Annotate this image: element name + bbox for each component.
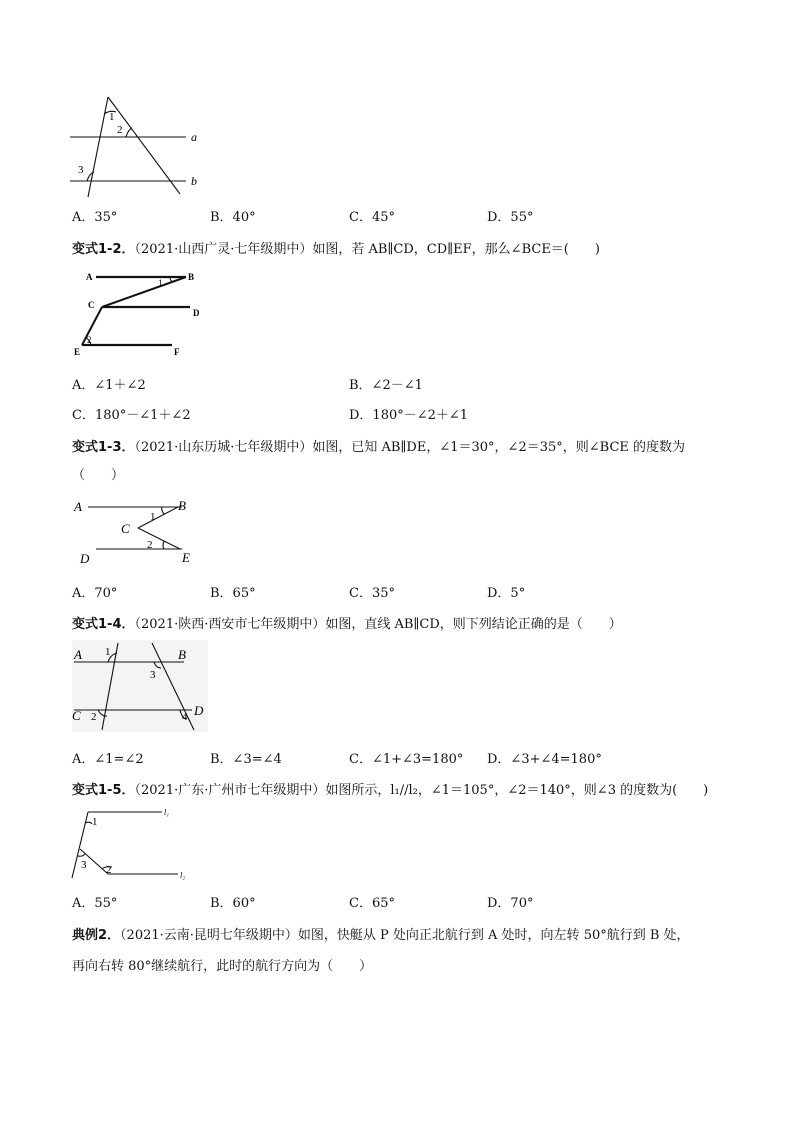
question-number: 变式1-4． (72, 617, 135, 632)
example-2 (72, 924, 690, 943)
point-d-label: D (193, 308, 200, 318)
angle-2-label: 2 (106, 864, 112, 876)
point-a-label: A (74, 647, 82, 662)
figure-1-5 (70, 806, 210, 886)
question-1-2 (72, 238, 600, 257)
question-stem: （2021·山东历城·七年级期中）如图，已知 AB∥DE，∠1＝30°，∠2＝35°，则∠BCE 的度数为 (134, 440, 686, 455)
figure-1-parallel-lines (68, 92, 208, 202)
option-b[interactable]: B．40° (210, 210, 256, 225)
example-stem: （2021·云南·昆明七年级期中）如图，快艇从 P 处向正北航行到 A 处时，向左转 50°航行到 B 处， (120, 928, 690, 943)
figure-1-3 (74, 496, 214, 568)
question-number: 变式1-2． (72, 242, 135, 257)
line-b-label: b (191, 174, 197, 188)
figure-1-4 (72, 640, 212, 735)
angle-1-label: 1 (150, 511, 156, 523)
figure-1-2 (74, 268, 214, 358)
option-a[interactable]: A．∠1＋∠2 (72, 378, 146, 393)
angle-4-label: 4 (182, 711, 188, 723)
point-d-label: D (194, 703, 204, 718)
option-a[interactable]: A．55° (72, 896, 118, 911)
angle-3-label: 3 (81, 859, 87, 871)
question-number: 变式1-3． (72, 440, 135, 455)
option-a[interactable]: A．∠1=∠2 (72, 752, 144, 767)
question-1-5 (72, 779, 708, 798)
question-stem: （2021·广东·广州市七年级期中）如图所示，l₁//l₂，∠1＝105°，∠2＝140°，则∠3 的度数为( ) (134, 783, 709, 798)
option-a[interactable]: A．70° (72, 586, 118, 601)
angle-2-label: 2 (87, 335, 92, 345)
point-c-label: C (88, 300, 95, 310)
option-c[interactable]: C．180°－∠1＋∠2 (72, 408, 191, 423)
option-c[interactable]: C．65° (349, 896, 395, 911)
angle-1-label: 1 (109, 111, 115, 123)
option-d[interactable]: D．5° (487, 586, 526, 601)
option-b[interactable]: B．65° (210, 586, 256, 601)
point-e-label: E (182, 550, 190, 565)
option-d[interactable]: D．70° (487, 896, 534, 911)
point-b-label: B (188, 272, 195, 282)
question-stem: （2021·山西广灵·七年级期中）如图，若 AB∥CD，CD∥EF，那么∠BCE＝( ) (134, 242, 600, 257)
option-c[interactable]: C．∠1+∠3=180° (349, 752, 464, 767)
question-1-4 (72, 613, 622, 632)
angle-3-label: 3 (78, 164, 84, 176)
line-l2-label: l₂ (180, 871, 186, 880)
option-a[interactable]: A．35° (72, 210, 118, 225)
point-b-label: B (178, 498, 186, 513)
option-b[interactable]: B．∠2－∠1 (349, 378, 423, 393)
point-c-label: C (121, 521, 130, 536)
angle-1-label: 1 (92, 816, 98, 828)
example-number: 典例2． (72, 928, 121, 943)
point-d-label: D (80, 551, 90, 566)
angle-2-label: 2 (91, 711, 97, 723)
angle-2-label: 2 (147, 539, 153, 551)
option-d[interactable]: D．55° (487, 210, 534, 225)
point-b-label: B (178, 647, 186, 662)
point-c-label: C (72, 708, 81, 723)
line-l1-label: l₁ (164, 808, 170, 817)
angle-1-label: 1 (158, 278, 163, 288)
point-e-label: E (74, 347, 81, 357)
point-f-label: F (174, 347, 180, 357)
angle-1-label: 1 (105, 646, 111, 658)
point-a-label: A (74, 499, 82, 514)
point-a-label: A (86, 272, 93, 282)
option-b[interactable]: B．60° (210, 896, 256, 911)
question-1-3-line2: （ ） (72, 468, 125, 483)
option-d[interactable]: D．∠3+∠4=180° (487, 752, 602, 767)
option-d[interactable]: D．180°－∠2＋∠1 (349, 408, 469, 423)
option-c[interactable]: C．45° (349, 210, 395, 225)
question-stem: （2021·陕西·西安市七年级期中）如图，直线 AB∥CD，则下列结论正确的是（ ） (134, 617, 622, 632)
line-a-label: a (191, 130, 197, 144)
angle-2-label: 2 (117, 124, 123, 136)
example-2-line2: 再向右转 80°继续航行，此时的航行方向为（ ） (72, 959, 373, 974)
question-number: 变式1-5． (72, 783, 135, 798)
option-c[interactable]: C．35° (349, 586, 395, 601)
option-b[interactable]: B．∠3=∠4 (210, 752, 282, 767)
angle-3-label: 3 (150, 669, 156, 681)
question-1-3 (72, 436, 685, 455)
